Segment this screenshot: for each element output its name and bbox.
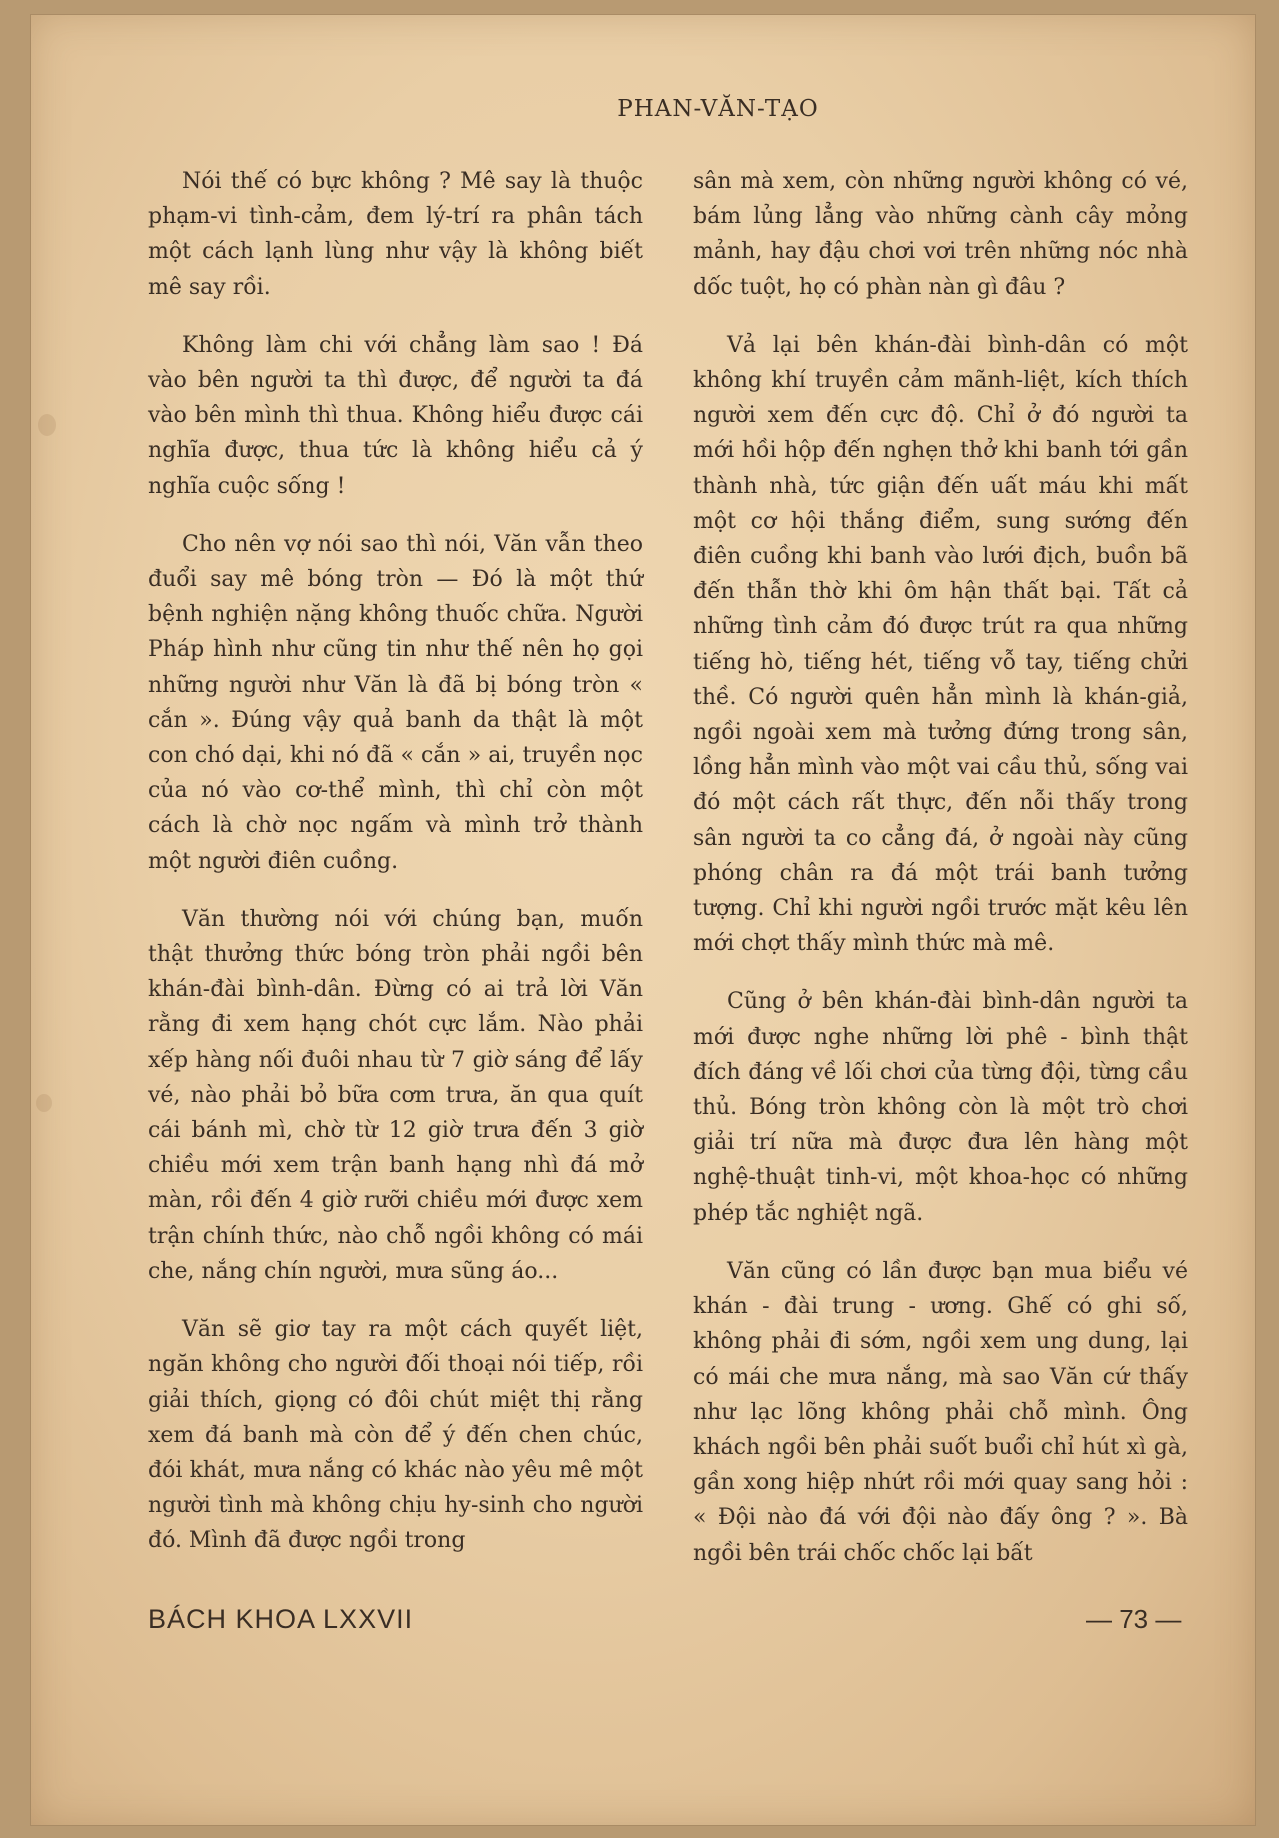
paragraph: Cũng ở bên khán-đài bình-dân người ta mới được nghe những lời phê - bình thật đích đáng về lối chơi của từng đội, từng cầu thủ. Bóng tròn không còn là một trò chơi giải trí nữa mà được đưa lên hàng một nghệ-thuật tinh-vi, một khoa-học có những phép tắc nghiệt ngã. xyxy=(693,989,1188,1226)
left-column xyxy=(148,164,643,1582)
footer-magazine-title: BÁCH KHOA LXXVII xyxy=(148,1604,414,1634)
magazine-page xyxy=(30,14,1256,1826)
paper-stain xyxy=(38,414,56,436)
right-column xyxy=(693,164,1188,1594)
paragraph: Văn thường nói với chúng bạn, muốn thật thưởng thức bóng tròn phải ngồi bên khán-đài bình-dân. Đừng có ai trả lời Văn rằng đi xem hạng chót cực lắm. Nào phải xếp hàng nối đuôi nhau từ 7 giờ sáng để lấy vé, nào phải bỏ bữa cơm trưa, ăn qua quít cái bánh mì, chờ từ 12 giờ trưa đến 3 giờ chiều mới xem trận banh hạng nhì đá mở màn, rồi đến 4 giờ rưỡi chiều mới được xem trận chính thức, nào chỗ ngồi không có mái che, nắng chín người, mưa sũng áo... xyxy=(148,906,643,1284)
paper-stain xyxy=(36,1094,52,1112)
paragraph: Nói thế có bực không ? Mê say là thuộc phạm-vi tình-cảm, đem lý-trí ra phân tách một cách lạnh lùng như vậy là không biết mê say rồi. xyxy=(148,169,643,300)
page-header-author: PHAN-VĂN-TẠO xyxy=(617,96,819,122)
paragraph-continued: sân mà xem, còn những người không có vé, bám lủng lẳng vào những cành cây mỏng mảnh, hay đậu chơi vơi trên những nóc nhà dốc tuột, họ có phàn nàn gì đâu ? xyxy=(693,169,1188,300)
paragraph: Không làm chi với chẳng làm sao ! Đá vào bên người ta thì được, để người ta đá vào bên mình thì thua. Không hiểu được cái nghĩa được, thua tức là không hiểu cả ý nghĩa cuộc sống ! xyxy=(148,332,643,499)
paragraph: Cho nên vợ nói sao thì nói, Văn vẫn theo đuổi say mê bóng tròn — Đó là một thứ bệnh nghiện nặng không thuốc chữa. Người Pháp hình như cũng tin như thế nên họ gọi những người như Văn là đã bị bóng tròn « cắn ». Đúng vậy quả banh da thật là một con chó dại, khi nó đã « cắn » ai, truyền nọc của nó vào cơ-thể mình, thì chỉ còn một cách là chờ nọc ngấm và mình trở thành một người điên cuồng. xyxy=(148,531,643,874)
footer-page-number: — 73 — xyxy=(1086,1604,1182,1634)
paragraph: Văn sẽ giơ tay ra một cách quyết liệt, ngăn không cho người đối thoại nói tiếp, rồi giải thích, giọng có đôi chút miệt thị rằng xem đá banh mà còn để ý đến chen chúc, đói khát, mưa nắng có khác nào yêu mê một người tình mà không chịu hy-sinh cho người đó. Mình đã được ngồi trong xyxy=(148,1317,643,1554)
paragraph: Văn cũng có lần được bạn mua biểu vé khán - đài trung - ương. Ghế có ghi số, không phải đi sớm, ngồi xem ung dung, lại có mái che mưa nắng, mà sao Văn cứ thấy như lạc lõng không phải chỗ mình. Ông khách ngồi bên phải suốt buổi chỉ hút xì gà, gần xong hiệp nhứt rồi mới quay sang hỏi : « Đội nào đá với đội nào đấy ông ? ». Bà ngồi bên trái chốc chốc lại bất xyxy=(693,1258,1188,1566)
paragraph: Vả lại bên khán-đài bình-dân có một không khí truyền cảm mãnh-liệt, kích thích người xem đến cực độ. Chỉ ở đó người ta mới hồi hộp đến nghẹn thở khi banh tới gần thành nhà, tức giận đến uất máu khi mất một cơ hội thắng điểm, sung sướng đến điên cuồng khi banh vào lưới địch, buồn bã đến thẫn thờ khi ôm hận thất bại. Tất cả những tình cảm đó được trút ra qua những tiếng hò, tiếng hét, tiếng vỗ tay, tiếng chửi thề. Có người quên hẳn mình là khán-giả, ngồi ngoài xem mà tưởng đứng trong sân, lồng hẳn mình vào một vai cầu thủ, sống vai đó một cách rất thực, đến nỗi thấy trong sân người ta co cẳng đá, ở ngoài này cũng phóng chân ra đá một trái banh tưởng tượng. Chỉ khi người ngồi trước mặt kêu lên mới chợt thấy mình thức mà mê. xyxy=(693,332,1188,957)
